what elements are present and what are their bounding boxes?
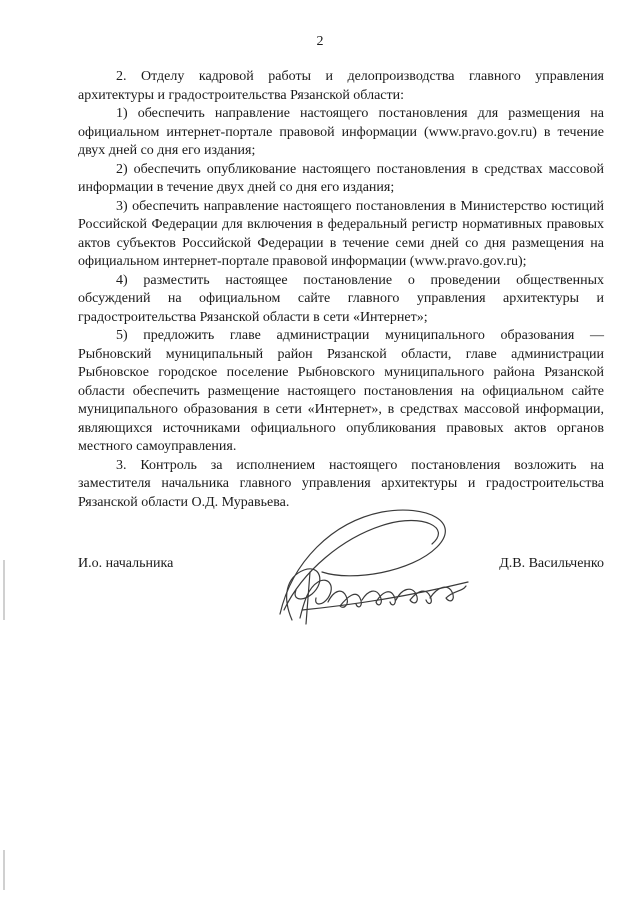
paragraph-section-3: 3. Контроль за исполнением настоящего постановления возложить на заместителя начальника главного управления архитектуры и градостроительства Рязанской области О.Д. Муравьева. bbox=[78, 457, 604, 510]
handwritten-signature bbox=[262, 502, 472, 628]
signatory-position: И.о. начальника bbox=[78, 556, 174, 571]
paragraph-section-2: 2. Отделу кадровой работы и делопроизводства главного управления архитектуры и градостроительства Рязанской области: bbox=[78, 69, 604, 103]
document-body bbox=[78, 68, 604, 512]
scan-edge-mark bbox=[3, 560, 5, 620]
page-number: 2 bbox=[316, 34, 324, 49]
paragraph-item-2: 2) обеспечить опубликование настоящего постановления в средствах массовой информации в течение двух дней со дня его издания; bbox=[78, 161, 604, 195]
scan-edge-mark bbox=[3, 850, 5, 890]
paragraph-item-3: 3) обеспечить направление настоящего постановления в Министерство юстиций Российской Федерации для включения в федеральный регистр нормативных правовых актов субъектов Российской Федерации в течение семи дней со дня размещения на официальном интернет-портале правовой информации (www.pravo.gov.ru); bbox=[78, 198, 604, 269]
paragraph-item-4: 4) разместить настоящее постановление о проведении общественных обсуждений на официальном сайте главного управления архитектуры и градостроительства Рязанской области в сети «Интернет»; bbox=[78, 272, 604, 325]
signatory-name: Д.В. Васильченко bbox=[499, 556, 604, 571]
paragraph-item-5: 5) предложить главе администрации муниципального образования — Рыбновский муниципальный район Рязанской области, главе администрации Рыбновское городское поселение Рыбновского муниципального района Рязанской области обеспечить размещение настоящего постановления на официальном сайте муниципального образования в сети «Интернет», в средствах массовой информации, являющихся источниками официального опубликования правовых актов органов местного самоуправления. bbox=[78, 328, 604, 454]
paragraph-item-1: 1) обеспечить направление настоящего постановления для размещения на официальном интернет-портале правовой информации (www.pravo.gov.ru) в течение двух дней со дня его издания; bbox=[78, 106, 604, 158]
